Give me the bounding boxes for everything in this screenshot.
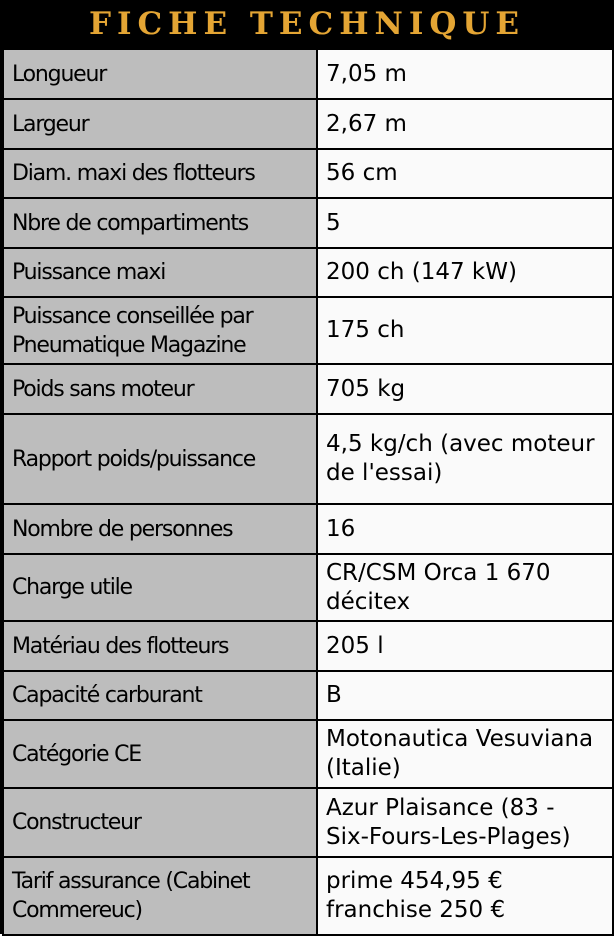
spec-label-materiau: Matériau des flotteurs [3,621,317,671]
spec-value-poids: 705 kg [317,364,613,414]
spec-label-largeur: Largeur [3,99,317,149]
spec-label-categorie-ce: Catégorie CE [3,720,317,788]
spec-label-charge-utile: Charge utile [3,554,317,621]
spec-label-constructeur: Constructeur [3,788,317,857]
table-row [3,554,613,621]
spec-value-categorie-ce: Motonautica Vesuviana (Italie) [317,720,613,788]
table-row [3,49,613,99]
spec-value-longueur: 7,05 m [317,49,613,99]
sheet-title: FICHE TECHNIQUE [88,6,526,42]
table-row [3,621,613,671]
table-row [3,297,613,364]
spec-label-personnes: Nombre de personnes [3,504,317,554]
table-row [3,248,613,297]
spec-label-rapport: Rapport poids/puissance [3,414,317,504]
spec-value-constructeur: Azur Plaisance (83 - Six-Fours-Les-Plages) [317,788,613,857]
table-row [3,671,613,720]
spec-label-puissance-maxi: Puissance maxi [3,248,317,297]
spec-value-materiau: 205 l [317,621,613,671]
spec-value-charge-utile: CR/CSM Orca 1 670 décitex [317,554,613,621]
spec-label-longueur: Longueur [3,49,317,99]
table-row [3,504,613,554]
table-row [3,364,613,414]
spec-value-compartiments: 5 [317,198,613,248]
table-row [3,99,613,149]
spec-table [2,48,614,936]
spec-value-personnes: 16 [317,504,613,554]
table-row [3,788,613,857]
table-row [3,720,613,788]
spec-value-diametre: 56 cm [317,149,613,198]
table-row [3,198,613,248]
spec-value-largeur: 2,67 m [317,99,613,149]
spec-value-puissance-conseillee: 175 ch [317,297,613,364]
spec-label-poids: Poids sans moteur [3,364,317,414]
table-row [3,149,613,198]
spec-label-carburant: Capacité carburant [3,671,317,720]
spec-value-tarif-assurance: prime 454,95 € franchise 250 € [317,857,613,935]
spec-value-rapport: 4,5 kg/ch (avec moteur de l'essai) [317,414,613,504]
spec-value-carburant: B [317,671,613,720]
spec-label-diametre: Diam. maxi des flotteurs [3,149,317,198]
table-row [3,414,613,504]
spec-value-puissance-maxi: 200 ch (147 kW) [317,248,613,297]
spec-label-compartiments: Nbre de compartiments [3,198,317,248]
table-row [3,857,613,935]
spec-label-tarif-assurance: Tarif assurance (Cabinet Commereuc) [3,857,317,935]
spec-label-puissance-conseillee: Puissance conseillée par Pneumatique Magazine [3,297,317,364]
